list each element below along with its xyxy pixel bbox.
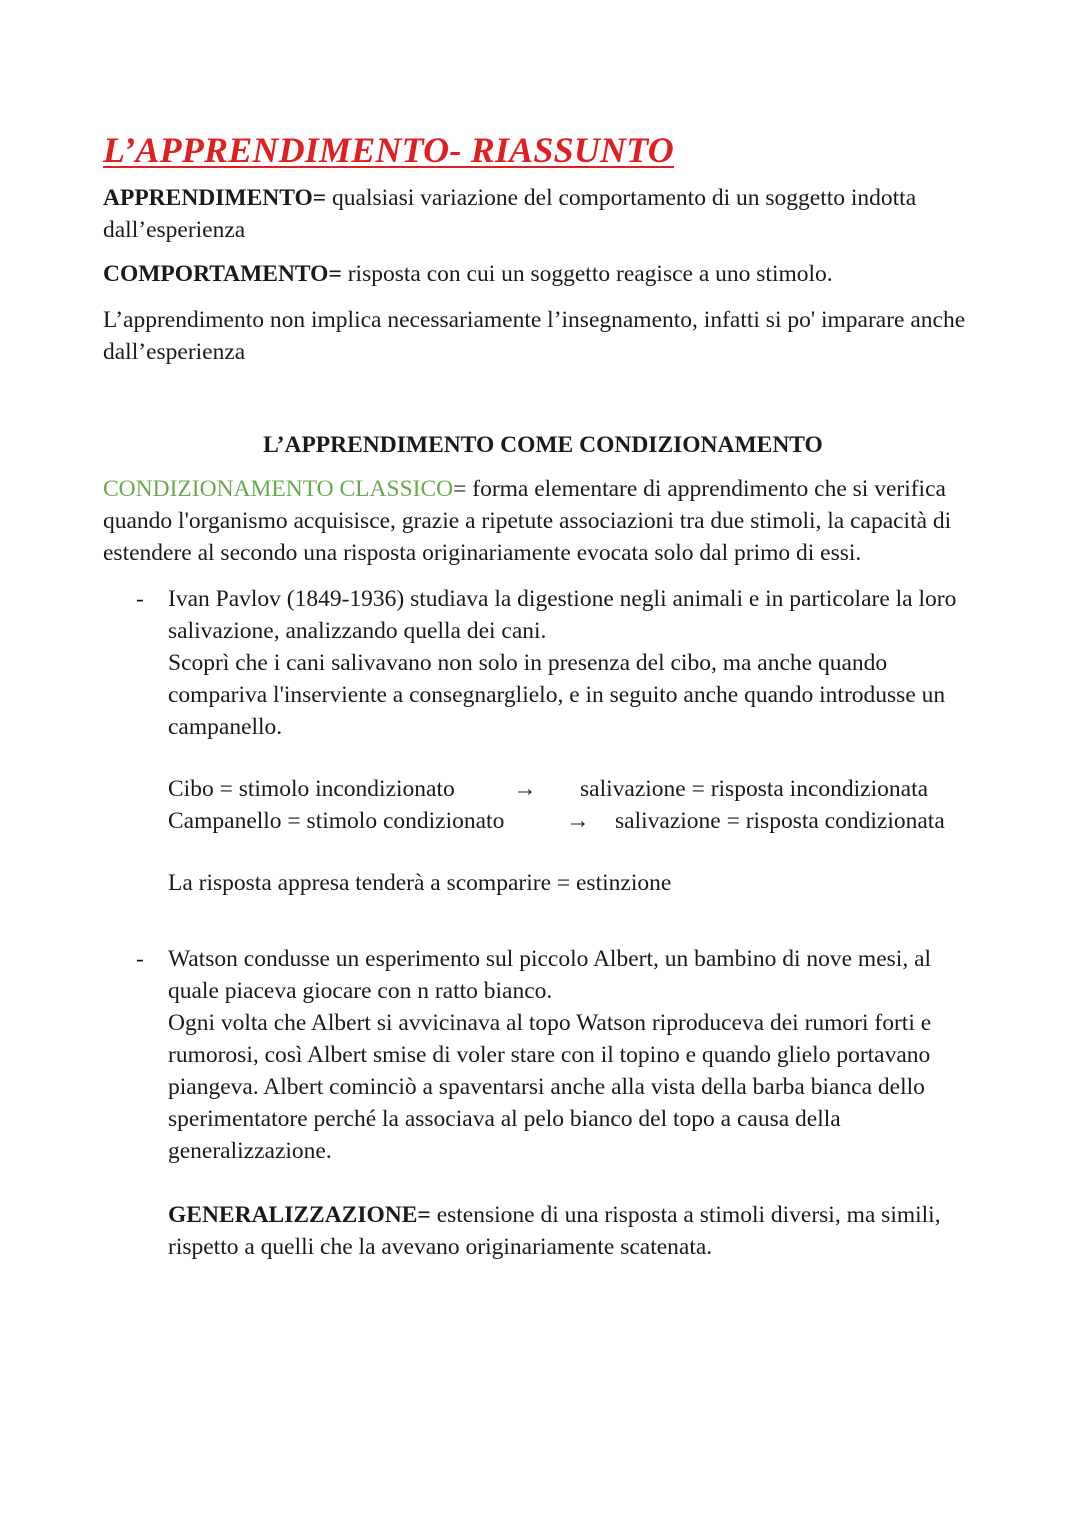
- definition-text: qualsiasi variazione del comportamento di un soggetto indotta dall’esperienza: [103, 185, 917, 243]
- definition-apprendimento: [103, 182, 983, 246]
- response: salivazione = risposta condizionata: [615, 808, 945, 834]
- association-table: [168, 773, 983, 837]
- generalization-text: estensione di una risposta a stimoli diversi, ma simili, rispetto a quelli che la avevano originariamente scatenata.: [168, 1202, 941, 1260]
- page-title: L’APPRENDIMENTO- RIASSUNTO: [103, 130, 674, 170]
- definition-comportamento: [103, 258, 983, 290]
- generalization-definition: [168, 1199, 983, 1263]
- classic-conditioning-term: CONDIZIONAMENTO CLASSICO: [103, 476, 454, 502]
- watson-paragraph-2: Ogni volta che Albert si avvicinava al topo Watson riproduceva dei rumori forti e rumorosi, così Albert smise di voler stare con il topino e quando glielo portavano piangeva. Albert cominciò a spaventarsi anche alla vista della barba bianca dello sperimentatore perché la associava al pelo bianco del topo a causa della generalizzazione.: [168, 1010, 932, 1164]
- arrow-icon: →: [513, 776, 537, 802]
- definition-text: risposta con cui un soggetto reagisce a uno stimolo.: [341, 261, 833, 287]
- arrow-icon: →: [566, 808, 590, 834]
- classic-conditioning-definition: [103, 473, 983, 569]
- pavlov-paragraph-1: Ivan Pavlov (1849-1936) studiava la digestione negli animali e in particolare la loro salivazione, analizzando quella dei cani.: [168, 586, 957, 644]
- generalization-term: GENERALIZZAZIONE=: [168, 1202, 431, 1228]
- section-title: L’APPRENDIMENTO COME CONDIZIONAMENTO: [263, 432, 823, 458]
- definition-term: APPRENDIMENTO=: [103, 185, 327, 211]
- bullet-watson: [103, 943, 983, 1263]
- bullet-pavlov: [103, 583, 983, 899]
- document-page: [103, 128, 983, 1263]
- response: salivazione = risposta incondizionata: [580, 776, 929, 802]
- classic-conditioning-text: = forma elementare di apprendimento che si verifica quando l'organismo acquisisce, grazie a ripetute associazioni tra due stimoli, la capacità di estendere al secondo una risposta originariamente evocata solo dal primo di essi.: [103, 476, 952, 566]
- watson-paragraph-1: Watson condusse un esperimento sul piccolo Albert, un bambino di nove mesi, al quale piaceva giocare con n ratto bianco.: [168, 946, 932, 1004]
- bullet-dash: -: [136, 946, 144, 972]
- bullet-dash: -: [136, 586, 144, 612]
- intro-paragraph: L’apprendimento non implica necessariamente l’insegnamento, infatti si po' imparare anche dall’esperienza: [103, 307, 966, 365]
- stimulus: Campanello = stimolo condizionato: [168, 808, 505, 834]
- pavlov-paragraph-2: Scoprì che i cani salivavano non solo in presenza del cibo, ma anche quando compariva l'inserviente a consegnarglielo, e in seguito anche quando introdusse un campanello.: [168, 650, 946, 740]
- stimulus: Cibo = stimolo incondizionato: [168, 776, 455, 802]
- extinction-text: La risposta appresa tenderà a scomparire = estinzione: [168, 870, 672, 896]
- definition-term: COMPORTAMENTO=: [103, 261, 342, 287]
